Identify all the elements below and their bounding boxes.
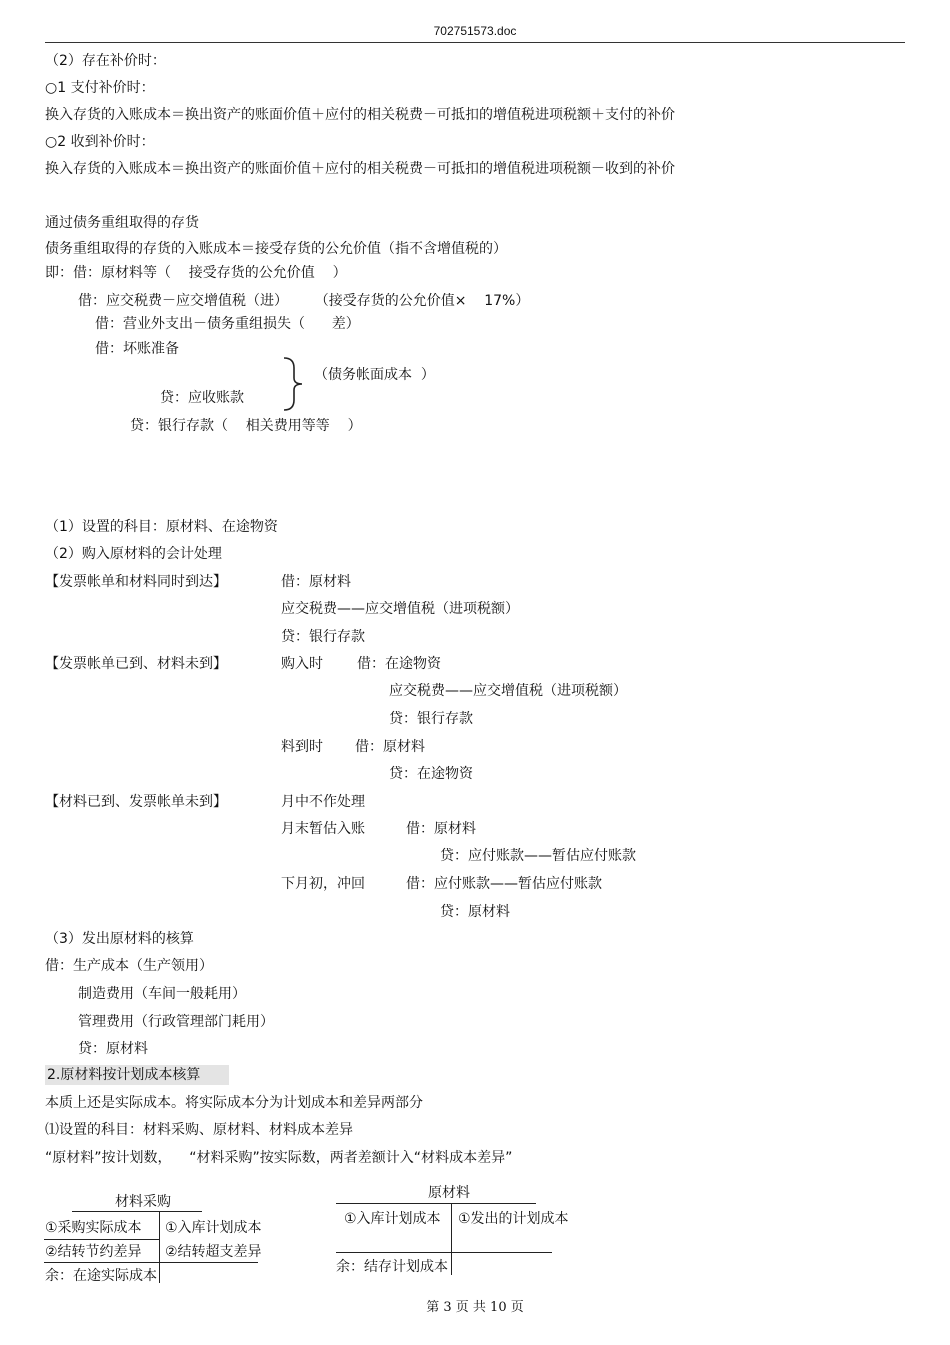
journal-line: 贷：应付账款——暂估应付账款: [440, 848, 636, 864]
t-account-top-rule: [72, 1211, 202, 1212]
journal-line: 借：生产成本（生产领用）: [45, 958, 213, 974]
t-account-rule: [336, 1252, 552, 1253]
text-line: ⑴设置的科目：材料采购、原材料、材料成本差异: [45, 1122, 353, 1138]
t-account-divider: [159, 1211, 160, 1283]
text-line: ○2 收到补价时：: [45, 134, 155, 150]
step-label: 月末暂估入账: [281, 821, 365, 837]
text-line: 换入存货的入账成本＝换出资产的账面价值＋应付的相关税费－可抵扣的增值税进项税额＋支付的补价: [45, 107, 675, 123]
text-line: “原材料”按计划数， “材料采购”按实际数，两者差额计入“材料成本差异”: [45, 1150, 513, 1166]
journal-line: 应交税费——应交增值税（进项税额）: [281, 601, 519, 617]
journal-line: 借：坏账准备: [95, 341, 179, 357]
journal-line: 借：应交税费－应交增值税（进） （接受存货的公允价值× 17%）: [78, 293, 530, 309]
journal-line: 贷：原材料: [440, 904, 510, 920]
credit-entry: ①入库计划成本: [165, 1220, 262, 1236]
step-label: 料到时: [281, 739, 323, 755]
credit-entry: ①发出的计划成本: [458, 1211, 569, 1227]
brace-note: （债务帐面成本 ）: [314, 367, 435, 383]
header-rule: [45, 42, 905, 43]
t-account-top-rule: [336, 1203, 536, 1204]
case-label: 【发票帐单已到、材料未到】: [45, 656, 227, 672]
case-label: 【发票帐单和材料同时到达】: [45, 574, 227, 590]
text-line: 本质上还是实际成本。将实际成本分为计划成本和差异两部分: [45, 1095, 423, 1111]
brace-icon: [270, 356, 310, 412]
text-line: （1）设置的科目：原材料、在途物资: [45, 519, 278, 535]
journal-line: 贷：银行存款（ 相关费用等等 ）: [130, 418, 362, 434]
t-account-rule: [44, 1239, 160, 1240]
journal-line: 借：原材料: [406, 821, 476, 837]
t-account-rule: [44, 1262, 258, 1263]
step-label: 购入时: [281, 656, 323, 672]
journal-line: 制造费用（车间一般耗用）: [78, 986, 246, 1002]
page-number: 第 3 页 共 10 页: [426, 1300, 524, 1315]
text-line: 债务重组取得的存货的入账成本＝接受存货的公允价值（指不含增值税的）: [45, 241, 507, 257]
journal-line: 借：原材料: [281, 574, 351, 590]
section-title: 2.原材料按计划成本核算: [47, 1067, 201, 1083]
debit-entry: ①采购实际成本: [45, 1220, 142, 1236]
t-account-title: 原材料: [428, 1185, 470, 1201]
journal-line: 借：应付账款——暂估应付账款: [406, 876, 602, 892]
debit-entry: ②结转节约差异: [45, 1244, 142, 1260]
text-line: ○1 支付补价时：: [45, 80, 155, 96]
balance-entry: 余：在途实际成本: [45, 1268, 157, 1284]
journal-line: 应交税费——应交增值税（进项税额）: [389, 683, 627, 699]
balance-entry: 余：结存计划成本: [336, 1259, 448, 1275]
text-line: （2）存在补价时：: [45, 53, 166, 69]
doc-filename: 702751573.doc: [433, 24, 517, 38]
journal-line: 贷：在途物资: [389, 766, 473, 782]
case-label: 【材料已到、发票帐单未到】: [45, 794, 227, 810]
journal-line: 贷：银行存款: [281, 629, 365, 645]
journal-line: 贷：原材料: [78, 1041, 148, 1057]
section-title: 通过债务重组取得的存货: [45, 215, 199, 231]
journal-line: 贷：银行存款: [389, 711, 473, 727]
step-label: 下月初，冲回: [281, 876, 365, 892]
t-account-divider: [451, 1203, 452, 1275]
text-line: （3）发出原材料的核算: [45, 931, 194, 947]
text-line: 换入存货的入账成本＝换出资产的账面价值＋应付的相关税费－可抵扣的增值税进项税额－收到的补价: [45, 161, 675, 177]
journal-line: 借：在途物资: [357, 656, 441, 672]
text-line: （2）购入原材料的会计处理: [45, 546, 222, 562]
journal-line: 管理费用（行政管理部门耗用）: [78, 1014, 274, 1030]
journal-line: 即：借：原材料等（ 接受存货的公允价值 ）: [45, 265, 347, 281]
step-label: 月中不作处理: [281, 794, 365, 810]
journal-line: 贷：应收账款: [160, 390, 244, 406]
debit-entry: ①入库计划成本: [344, 1211, 441, 1227]
journal-line: 借：原材料: [355, 739, 425, 755]
journal-line: 借：营业外支出－债务重组损失（ 差）: [95, 316, 360, 332]
credit-entry: ②结转超支差异: [165, 1244, 262, 1260]
t-account-title: 材料采购: [115, 1194, 171, 1210]
